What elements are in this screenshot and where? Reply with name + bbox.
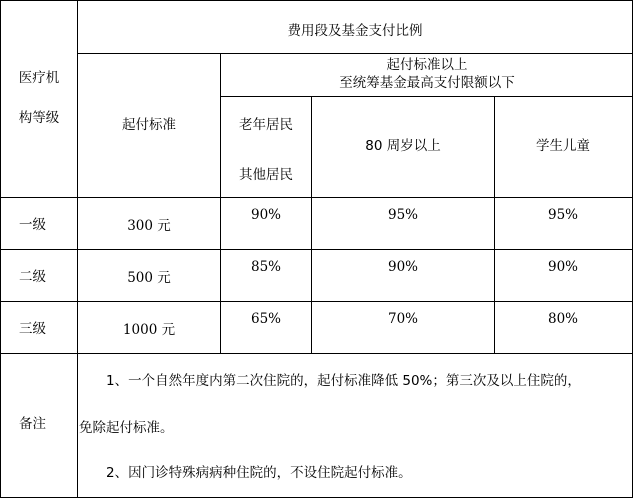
table-border-top bbox=[0, 0, 633, 1]
grid-line bbox=[0, 301, 633, 302]
row-threshold: 500 元 bbox=[127, 270, 171, 286]
grid-line bbox=[311, 96, 312, 353]
header-level-line2: 构等级 bbox=[18, 110, 60, 126]
row-students-ratio: 80% bbox=[547, 311, 579, 327]
header-above-line1: 起付标准以上 bbox=[386, 57, 468, 73]
header-level-line1: 医疗机 bbox=[18, 70, 60, 86]
header-group-title: 费用段及基金支付比例 bbox=[287, 23, 423, 39]
row-students-ratio: 90% bbox=[547, 259, 579, 275]
grid-line bbox=[494, 96, 495, 353]
note-2: 2、因门诊特殊病病种住院的，不设住院起付标准。 bbox=[106, 465, 412, 481]
grid-line bbox=[77, 0, 78, 498]
grid-line bbox=[77, 53, 633, 54]
row-students-ratio: 95% bbox=[547, 207, 579, 223]
row-elderly-ratio: 85% bbox=[250, 259, 282, 275]
grid-line bbox=[0, 197, 633, 198]
note-1-line1: 1、一个自然年度内第二次住院的，起付标准降低 50%；第三次及以上住院的， bbox=[106, 373, 581, 389]
row-over80-ratio: 70% bbox=[387, 311, 419, 327]
header-students: 学生儿童 bbox=[536, 138, 590, 154]
row-elderly-ratio: 90% bbox=[250, 207, 282, 223]
row-elderly-ratio: 65% bbox=[250, 311, 282, 327]
grid-line bbox=[220, 96, 633, 97]
row-level: 一级 bbox=[19, 217, 46, 233]
row-over80-ratio: 95% bbox=[387, 207, 419, 223]
header-above-line2: 至统筹基金最高支付限额以下 bbox=[339, 75, 515, 91]
note-1-line2: 免除起付标准。 bbox=[79, 420, 174, 436]
grid-line bbox=[0, 353, 633, 354]
row-level: 三级 bbox=[19, 321, 46, 337]
header-threshold: 起付标准 bbox=[122, 117, 176, 133]
notes-label: 备注 bbox=[19, 416, 46, 432]
header-elderly-line1: 老年居民 bbox=[239, 117, 293, 133]
row-over80-ratio: 90% bbox=[387, 259, 419, 275]
row-threshold: 300 元 bbox=[127, 218, 171, 234]
header-elderly-line2: 其他居民 bbox=[239, 167, 293, 183]
table-border-left bbox=[0, 0, 1, 498]
grid-line bbox=[0, 249, 633, 250]
header-over80: 80 周岁以上 bbox=[365, 138, 441, 154]
row-level: 二级 bbox=[19, 269, 46, 285]
grid-line bbox=[220, 53, 221, 353]
row-threshold: 1000 元 bbox=[122, 322, 176, 338]
